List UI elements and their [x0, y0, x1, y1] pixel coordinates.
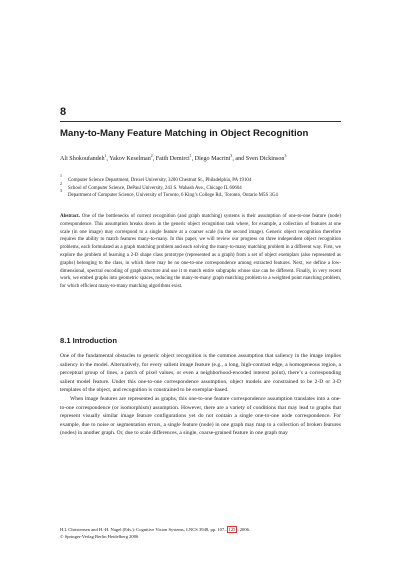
author-name: Ali Shokoufandeh: [60, 156, 105, 162]
title-rule: [60, 121, 341, 122]
section-heading: 8.1 Introduction: [60, 336, 117, 345]
abstract-text: One of the bottlenecks of current recognition (and graph matching) systems is their assumption of one-to-one feature (node) correspondence. This assumption breaks down in the generic object recognition task where, for example, a collection of features at one scale (in one image) may correspond to a single feature at a coarser scale (in the second image). Generic object recognition therefore requires the ability to match features many-to-many. In this paper, we will review our progress on three independent object recognition problems, each formulated as a graph matching problem and each solving the many-to-many matching problem in a different way. First, we explore the problem of learning a 2-D shape class prototype (represented as a graph) from a set of object exemplars (also represented as graphs) belonging to the class, in which there may be no one-to-one correspondence among extracted features. Next, we define a low-dimensional, spectral encoding of graph structure and use it to match entire subgraphs whose size can be different. Finally, in very recent work, we embed graphs into geometric spaces, reducing the many-to-many graph matching problem to a weighted point matching problem, for which efficient many-to-many matching algorithms exist.: [60, 214, 341, 290]
body-paragraph: One of the fundamental obstacles to generic object recognition is the common assumption that saliency in the image implies saliency in the model. Alternatively, for every salient image feature (e.g., a long, high-contrast edge, a homogeneous region, a perceptual group of lines, a patch of pixel values, or even a neighborhood-encoded interest point), there’s a corresponding salient model feature. Under this one-to-one correspondence assumption, object models are constrained to be 2-D or 3-D templates of the object, and recognition is constrained to be exemplar-based.: [60, 353, 341, 394]
paper-title: Many-to-Many Feature Matching in Object Recognition: [60, 128, 309, 139]
author-mark: 2: [150, 153, 153, 158]
abstract: [60, 213, 341, 291]
author-name: Diego Macrini: [194, 156, 231, 162]
author-mark: 1: [189, 153, 192, 158]
page-ref-link[interactable]: 125: [228, 527, 236, 532]
footer-citation: [60, 526, 350, 541]
chapter-number: 8: [60, 106, 67, 118]
author-name: Yakov Keselman: [109, 156, 151, 162]
author-mark: 3: [230, 153, 233, 158]
abstract-label: Abstract.: [60, 214, 80, 219]
affiliation: 2 School of Computer Science, DePaul University, 243 S. Wabash Ave., Chicago IL 60604: [60, 180, 242, 191]
copyright-line: © Springer-Verlag Berlin Heidelberg 2006: [60, 534, 139, 540]
affiliation: 3 Department of Computer Science, University of Toronto, 6 King’s College Rd., Toronto, Ontario M5S 3G4: [60, 188, 278, 199]
author-list: Ali Shokoufandeh$^1$, Yakov Keselman$^2$, Fatih Demirci$^1$, Diego Macrini$^3$, and Sven Dickinson$^3$: [60, 153, 287, 162]
body-paragraph: When image features are represented as graphs, this one-to-one feature correspondence assumption translates into a one-to-one correspondence (or isomorphism) assumption. However, there are a variety of conditions that may lead to graphs that represent visually similar image feature configurations yet do not contain a single one-to-one node correspondence. For example, due to noise or segmentation errors, a single feature (node) in one graph may map to a collection of broken features (nodes) in another graph. Or, due to scale differences, a single, coarse-grained feature in one graph may: [60, 395, 341, 437]
author-name: Fatih Demirci: [155, 156, 190, 162]
author-mark: 3: [284, 153, 287, 158]
author-name: Sven Dickinson: [245, 156, 285, 162]
footer-line: H.I. Christensen and H.-H. Nagel (Eds.): Cognitive Vision Systems, LNCS 3948, pp. 107– 125 , 2006.: [60, 527, 251, 532]
affiliation: 1 Computer Science Department, Drexel University, 3200 Chestnut St., Philadelphia, PA 19104: [60, 173, 252, 183]
affiliation-list: [60, 173, 345, 200]
author-mark: 1: [104, 153, 107, 158]
body-text: [60, 352, 341, 438]
